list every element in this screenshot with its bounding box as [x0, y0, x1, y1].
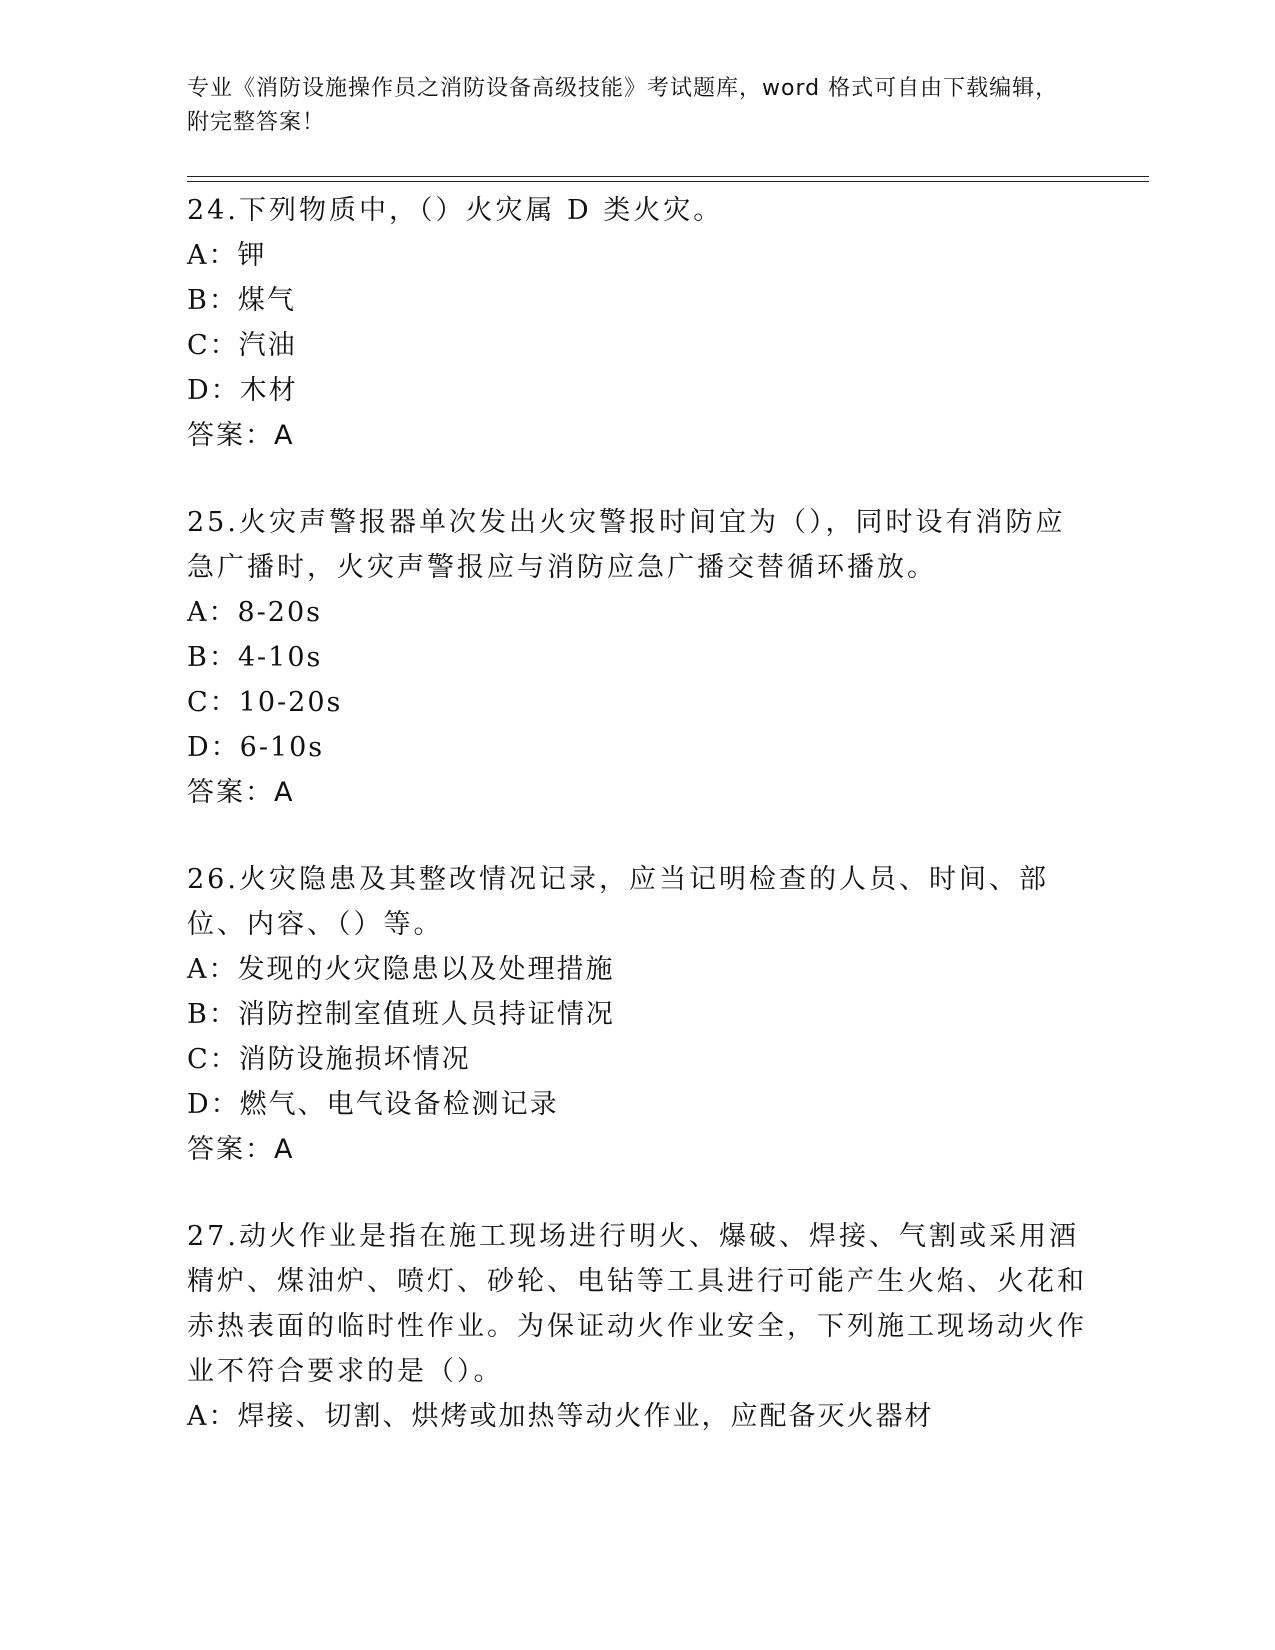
option-a: A：钾 — [187, 240, 267, 271]
option-b: B：消防控制室值班人员持证情况 — [187, 999, 615, 1030]
option-d: D：木材 — [187, 375, 298, 406]
header-divider-top — [187, 176, 1149, 177]
header-divider-bottom — [187, 181, 1149, 182]
option-d: D：6-10s — [187, 732, 325, 763]
question-stem: 24.下列物质中，（）火灾属 D 类火灾。 — [187, 195, 724, 226]
option-b: B：4-10s — [187, 642, 323, 673]
question-stem: 27.动火作业是指在施工现场进行明火、爆破、焊接、气割或采用酒精炉、煤油炉、喷灯、砂轮、电钻等工具进行可能产生火焰、火花和赤热表面的临时性作业。为保证动火作业安全，下列施工现场动火作业不符合要求的是（）。 — [187, 1221, 1087, 1387]
question-25 — [187, 500, 1087, 815]
option-c: C：10-20s — [187, 687, 343, 718]
option-a: A：焊接、切割、烘烤或加热等动火作业，应配备灭火器材 — [187, 1401, 934, 1432]
question-stem: 26.火灾隐患及其整改情况记录，应当记明检查的人员、时间、部位、内容、（）等。 — [187, 864, 1049, 940]
option-c: C：汽油 — [187, 330, 297, 361]
question-stem: 25.火灾声警报器单次发出火灾警报时间宜为（），同时设有消防应急广播时，火灾声警报应与消防应急广播交替循环播放。 — [187, 507, 1066, 583]
option-a: A：8-20s — [187, 597, 323, 628]
option-a: A：发现的火灾隐患以及处理措施 — [187, 954, 615, 985]
question-26 — [187, 857, 1087, 1172]
option-b: B：煤气 — [187, 285, 296, 316]
question-list — [187, 188, 1087, 1481]
answer: 答案：A — [187, 777, 295, 808]
document-header: 专业《消防设施操作员之消防设备高级技能》考试题库，word 格式可自由下载编辑，附完整答案！ — [187, 76, 1059, 135]
answer: 答案：A — [187, 1134, 295, 1165]
option-d: D：燃气、电气设备检测记录 — [187, 1089, 559, 1120]
question-24 — [187, 188, 1087, 458]
answer: 答案：A — [187, 420, 295, 451]
question-27 — [187, 1214, 1087, 1439]
option-c: C：消防设施损坏情况 — [187, 1044, 471, 1075]
